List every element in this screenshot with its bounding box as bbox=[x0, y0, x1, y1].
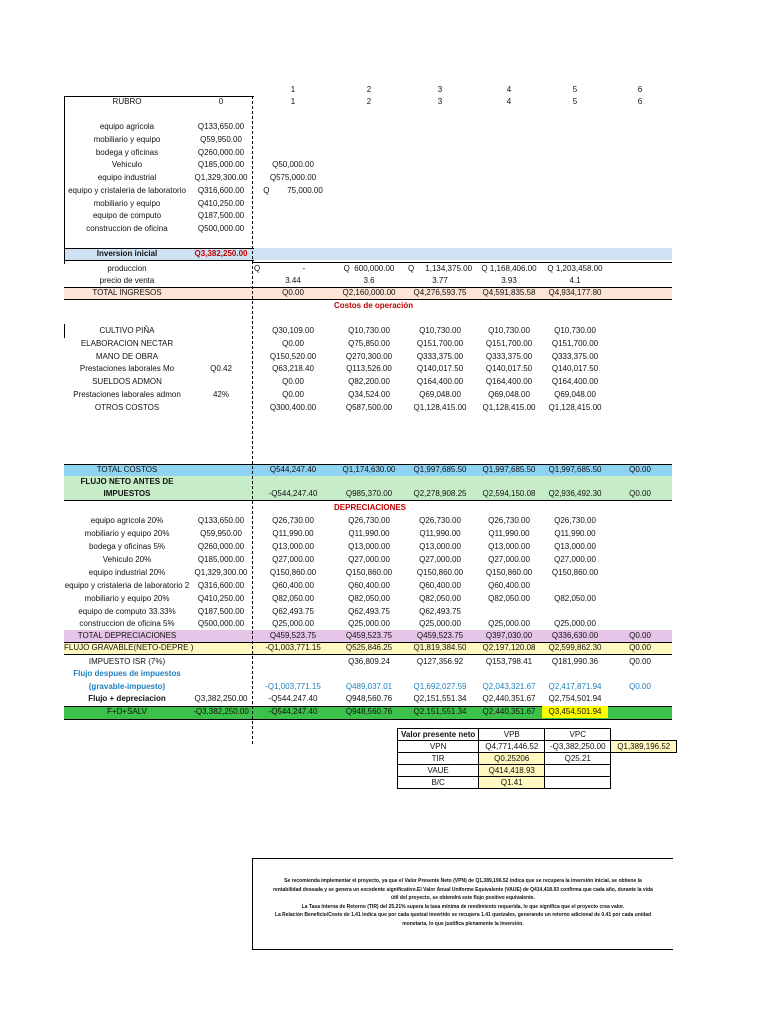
cell: 4.1 bbox=[569, 276, 581, 285]
cell: -Q3,382,250.00 bbox=[545, 741, 611, 753]
cell: Q948,560.76 bbox=[345, 694, 393, 703]
cell: Q1.41 bbox=[479, 777, 545, 789]
cell bbox=[545, 765, 611, 777]
row-label: TIR bbox=[398, 753, 479, 765]
costos-title-row bbox=[0, 300, 768, 312]
table-row bbox=[0, 172, 768, 184]
cell: Q 600,000.00 bbox=[343, 264, 395, 273]
cell: Q270,300.00 bbox=[345, 352, 393, 361]
table-row bbox=[0, 159, 768, 171]
cell: Q25,000.00 bbox=[348, 619, 390, 628]
table-row bbox=[0, 147, 768, 159]
cell: Q82,050.00 bbox=[554, 594, 596, 603]
top-number: 5 bbox=[572, 85, 578, 94]
cell: -Q544,247.40 bbox=[268, 489, 318, 498]
table-row bbox=[0, 528, 768, 540]
row-label: equipo industrial 20% bbox=[88, 568, 166, 577]
table-row bbox=[0, 376, 768, 388]
cell: Q1,128,415.00 bbox=[413, 403, 467, 412]
cell: Q525,846.25 bbox=[345, 643, 393, 652]
cell: Q575,000.00 bbox=[269, 173, 317, 182]
ratios-header: Valor presente neto bbox=[398, 729, 479, 741]
table-row bbox=[0, 389, 768, 401]
cell: Q60,400.00 bbox=[488, 581, 530, 590]
cell: Q185,000.00 bbox=[197, 555, 245, 564]
cell: Q0.42 bbox=[210, 364, 232, 373]
cell: Q2,417,871.94 bbox=[548, 682, 602, 691]
row-label: TOTAL COSTOS bbox=[96, 465, 158, 474]
cell: -Q1,003,771.15 bbox=[265, 643, 321, 652]
cell: Q36,809.24 bbox=[348, 657, 390, 666]
row-label: IMPUESTOS bbox=[103, 489, 151, 498]
cell: Q2,043,321.67 bbox=[482, 682, 536, 691]
cell: Q82,050.00 bbox=[348, 594, 390, 603]
top-number: 3 bbox=[437, 85, 443, 94]
cell: Q11,990.00 bbox=[348, 529, 390, 538]
cell: Q459,523.75 bbox=[345, 631, 393, 640]
cell: Q185,000.00 bbox=[197, 160, 245, 169]
cell: Q26,730.00 bbox=[554, 516, 596, 525]
note-line: La Tasa Interna de Retorno (TIR) del 25.21% supera la tasa mínima de rendimiento requerida, lo que significa que el proyecto crea valor. bbox=[301, 903, 625, 910]
cell: Q1,174,630.00 bbox=[342, 465, 396, 474]
row-label: F+D+SALV bbox=[107, 707, 147, 716]
row-label: B/C bbox=[398, 777, 479, 789]
cell: Q1,997,685.50 bbox=[482, 465, 536, 474]
cell: Q333,375.00 bbox=[551, 352, 599, 361]
flujo-neto-label-row bbox=[0, 476, 768, 488]
cell: Q4,934,177.80 bbox=[548, 288, 602, 297]
row-label: (gravable-impuesto) bbox=[88, 682, 166, 691]
cell: Q26,730.00 bbox=[488, 516, 530, 525]
cell: Q150,860.00 bbox=[551, 568, 599, 577]
cell: Q164,400.00 bbox=[416, 377, 464, 386]
cell: Q333,375.00 bbox=[485, 352, 533, 361]
note-line: Se recomienda implementar el proyecto, ya que el Valor Presente Neto (VPN) de Q1,389,196.52 indica que se recupera la inversión inicial, se obtiene la bbox=[284, 878, 642, 884]
row-label: mobiliario y equipo bbox=[93, 135, 161, 144]
cell: Q4,771,446.52 bbox=[479, 741, 545, 753]
ratios-empty bbox=[611, 729, 677, 741]
total-ingresos-row bbox=[0, 287, 768, 299]
cell: Q151,700.00 bbox=[485, 339, 533, 348]
cell: Q27,000.00 bbox=[419, 555, 461, 564]
cell: Q3,382,250.00 bbox=[194, 694, 248, 703]
table-row bbox=[0, 210, 768, 222]
fds-row bbox=[0, 706, 768, 718]
gravable-row bbox=[0, 642, 768, 654]
vaue-row bbox=[398, 765, 677, 777]
ratios-header: VPC bbox=[545, 729, 611, 741]
row-label: equipo agricola bbox=[99, 122, 155, 131]
table-row bbox=[0, 351, 768, 363]
table-row bbox=[0, 618, 768, 630]
cell: Q34,524.00 bbox=[348, 390, 390, 399]
cell: Q1,692,027.59 bbox=[413, 682, 467, 691]
row-label: Vehiculo bbox=[111, 160, 143, 169]
cell: Q333,375.00 bbox=[416, 352, 464, 361]
cell: Q60,400.00 bbox=[419, 581, 461, 590]
cell: Q500,000.00 bbox=[197, 619, 245, 628]
depreciaciones-title: DEPRECIACIONES bbox=[334, 503, 407, 512]
costos-title: Costos de operación bbox=[334, 301, 414, 310]
cell: Q0.00 bbox=[282, 377, 304, 386]
cell: Q410,250.00 bbox=[197, 594, 245, 603]
cell: Q1,128,415.00 bbox=[482, 403, 536, 412]
cell: Q69,048.00 bbox=[419, 390, 461, 399]
produccion-row bbox=[0, 263, 768, 275]
row-label: ELABORACION NECTAR bbox=[80, 339, 174, 348]
cell: Q150,860.00 bbox=[485, 568, 533, 577]
cell: Q459,523.75 bbox=[269, 631, 317, 640]
cell: Q150,520.00 bbox=[269, 352, 317, 361]
header-row bbox=[0, 96, 768, 108]
row-label: produccion bbox=[107, 264, 147, 273]
cell: Q1,997,685.50 bbox=[548, 465, 602, 474]
cell: Q25,000.00 bbox=[272, 619, 314, 628]
cell: Q140,017.50 bbox=[416, 364, 464, 373]
cell: Q13,000.00 bbox=[272, 542, 314, 551]
recommendation-note bbox=[252, 858, 673, 950]
cell: Q153,798.41 bbox=[485, 657, 533, 666]
cell: Q11,990.00 bbox=[419, 529, 461, 538]
year-6-header: 6 bbox=[637, 97, 643, 106]
cell: Q - bbox=[254, 264, 306, 273]
table-row bbox=[0, 198, 768, 210]
cell: Q27,000.00 bbox=[272, 555, 314, 564]
top-number: 2 bbox=[366, 85, 372, 94]
ratios-header: VPB bbox=[479, 729, 545, 741]
note-line: monetaria, lo que justifica plenamente la inversión. bbox=[402, 920, 524, 927]
row-label: MANO DE OBRA bbox=[95, 352, 159, 361]
cell: Q13,000.00 bbox=[348, 542, 390, 551]
precio-row bbox=[0, 275, 768, 287]
cell: Q133,650.00 bbox=[197, 516, 245, 525]
year-3-header: 3 bbox=[437, 97, 443, 106]
table-row bbox=[0, 554, 768, 566]
row-label: FLUJO GRAVABLE(NETO-DEPRE ) bbox=[64, 643, 194, 652]
cell: Q2,594,150.08 bbox=[482, 489, 536, 498]
cell: Q336,630.00 bbox=[551, 631, 599, 640]
cell: Q133,650.00 bbox=[197, 122, 245, 131]
cell: Q 1,134,375.00 bbox=[407, 264, 473, 273]
cell: Q2,599,862.30 bbox=[548, 643, 602, 652]
table-row bbox=[0, 402, 768, 414]
top-number: 1 bbox=[290, 85, 296, 94]
cell: Q11,990.00 bbox=[554, 529, 596, 538]
cell: Q13,000.00 bbox=[554, 542, 596, 551]
row-label: VAUE bbox=[398, 765, 479, 777]
cell: Q82,050.00 bbox=[419, 594, 461, 603]
total-depreciaciones-row bbox=[0, 630, 768, 642]
table-row bbox=[0, 515, 768, 527]
inversion-bottom-line bbox=[64, 260, 254, 261]
cell: Q260,000.00 bbox=[197, 542, 245, 551]
row-label: Flujo despues de impuestos bbox=[73, 669, 181, 678]
ratios-empty bbox=[611, 753, 677, 765]
table-row bbox=[0, 580, 768, 592]
top-number-row bbox=[0, 84, 768, 96]
cell: Q75,850.00 bbox=[348, 339, 390, 348]
cell: Q69,048.00 bbox=[488, 390, 530, 399]
cell: Q26,730.00 bbox=[419, 516, 461, 525]
cell: Q0.00 bbox=[629, 682, 651, 691]
row-label: mobiliario y equipo bbox=[93, 199, 161, 208]
depreciaciones-title-row bbox=[0, 502, 768, 514]
cell: -Q544,247.40 bbox=[268, 707, 318, 716]
table-row bbox=[0, 541, 768, 553]
cell: Q181,990.36 bbox=[551, 657, 599, 666]
cell: Q187,500.00 bbox=[197, 211, 245, 220]
table-row bbox=[0, 223, 768, 235]
year-4-header: 4 bbox=[506, 97, 512, 106]
cell: Q587,500.00 bbox=[345, 403, 393, 412]
row-label: equipo de computo bbox=[92, 211, 162, 220]
table-row bbox=[0, 363, 768, 375]
table-row bbox=[0, 593, 768, 605]
cell: Q11,990.00 bbox=[272, 529, 314, 538]
cell: Q82,200.00 bbox=[348, 377, 390, 386]
cell: Q2,440,351.67 bbox=[482, 694, 536, 703]
cell: Q10,730.00 bbox=[488, 326, 530, 335]
cell: Q10,730.00 bbox=[419, 326, 461, 335]
cell: Q0.00 bbox=[629, 643, 651, 652]
row-label: SUELDOS ADMON bbox=[92, 377, 162, 386]
row-label: OTROS COSTOS bbox=[94, 403, 160, 412]
cell: Q11,990.00 bbox=[488, 529, 530, 538]
cell: Q3,454,501.94 bbox=[542, 706, 608, 718]
ratios-header-row bbox=[398, 729, 677, 741]
row-label: equipo y cristaleria de laboratorio 2 bbox=[64, 581, 190, 590]
cell: Q1,128,415.00 bbox=[548, 403, 602, 412]
cell: Q150,860.00 bbox=[345, 568, 393, 577]
cell: Q260,000.00 bbox=[197, 148, 245, 157]
note-line: La Relación Beneficio/Costo de 1.41 indica que por cada quetzal invertido se recupera 1.41 quetzales, generando un retorno adicional de 0.41 por cada unidad bbox=[274, 912, 652, 918]
cell: Q500,000.00 bbox=[197, 224, 245, 233]
cell: 3.6 bbox=[363, 276, 375, 285]
row-label: IMPUESTO ISR (7%) bbox=[88, 657, 166, 666]
cell: Q13,000.00 bbox=[419, 542, 461, 551]
gravable-bottom bbox=[64, 654, 672, 655]
cell: Q150,860.00 bbox=[269, 568, 317, 577]
cell: Q2,754,501.94 bbox=[548, 694, 602, 703]
cell: Q316,600.00 bbox=[197, 581, 245, 590]
row-label: Flujo + depreciacion bbox=[88, 694, 166, 703]
row-label: bodega y oficinas bbox=[95, 148, 159, 157]
year-5-header: 5 bbox=[572, 97, 578, 106]
inversion-total-value: Q3,382,250.00 bbox=[194, 249, 248, 258]
cell: Q2,151,551.34 bbox=[413, 707, 467, 716]
top-number: 4 bbox=[506, 85, 512, 94]
cell: Q985,370.00 bbox=[345, 489, 393, 498]
row-label: CULTIVO PIÑA bbox=[99, 326, 155, 335]
cell: Q0.00 bbox=[629, 631, 651, 640]
table-row bbox=[0, 185, 768, 197]
impuesto-row bbox=[0, 656, 768, 668]
cell: Q 1,168,406.00 bbox=[481, 264, 537, 273]
row-label: Vehiculo 20% bbox=[102, 555, 152, 564]
row-label: construccion de oficina bbox=[86, 224, 168, 233]
row-label: TOTAL DEPRECIACIONES bbox=[77, 631, 177, 640]
cell: Q544,247.40 bbox=[269, 465, 317, 474]
tir-row bbox=[398, 753, 677, 765]
cell bbox=[545, 777, 611, 789]
cell: Q164,400.00 bbox=[551, 377, 599, 386]
cell: 42% bbox=[212, 390, 229, 399]
cell: -Q544,247.40 bbox=[268, 694, 318, 703]
cell: Q300,400.00 bbox=[269, 403, 317, 412]
cell: Q30,109.00 bbox=[272, 326, 314, 335]
cell: Q414,418.93 bbox=[479, 765, 545, 777]
cell: Q151,700.00 bbox=[416, 339, 464, 348]
table-row bbox=[0, 134, 768, 146]
rubro-header: RUBRO bbox=[112, 97, 142, 106]
row-label: mobiliario y equipo 20% bbox=[84, 594, 170, 603]
cell: Q4,591,835.58 bbox=[482, 288, 536, 297]
year-1-header: 1 bbox=[290, 97, 296, 106]
table-row bbox=[0, 606, 768, 618]
cell: Q1,329,300.00 bbox=[194, 173, 248, 182]
vpn-result: Q1,389,196.52 bbox=[611, 741, 677, 753]
ratios-table bbox=[397, 728, 677, 789]
row-label: FLUJO NETO ANTES DE bbox=[80, 477, 174, 486]
cell: Q82,050.00 bbox=[272, 594, 314, 603]
cell: Q13,000.00 bbox=[488, 542, 530, 551]
cell: Q59,950.00 bbox=[200, 529, 242, 538]
cell: Q60,400.00 bbox=[348, 581, 390, 590]
cell: Q50,000.00 bbox=[272, 160, 314, 169]
table-row bbox=[0, 325, 768, 337]
despues-row bbox=[0, 681, 768, 693]
flujo-dep-row bbox=[0, 693, 768, 705]
cell: Q10,730.00 bbox=[348, 326, 390, 335]
row-label: precio de venta bbox=[99, 276, 155, 285]
cell: Q1,997,685.50 bbox=[413, 465, 467, 474]
row-label: mobiliario y equipo 20% bbox=[84, 529, 170, 538]
ratios-empty bbox=[611, 765, 677, 777]
cell: Q59,950.00 bbox=[200, 135, 242, 144]
cell: Q0.00 bbox=[282, 339, 304, 348]
cell: Q25,000.00 bbox=[488, 619, 530, 628]
cell: Q2,278,908.25 bbox=[413, 489, 467, 498]
cell: Q 1,203,458.00 bbox=[547, 264, 603, 273]
total-costos-row bbox=[0, 464, 768, 476]
fds-bottom bbox=[64, 719, 672, 720]
row-label: equipo industrial bbox=[97, 173, 157, 182]
despues-label-row bbox=[0, 668, 768, 680]
row-label: equipo de computo 33.33% bbox=[78, 607, 176, 616]
cell: Q459,523.75 bbox=[416, 631, 464, 640]
inversion-total-label: Inversion inicial bbox=[96, 249, 158, 258]
note-line: útil del proyecto, se obtendrá este flujo positivo equivalente. bbox=[391, 895, 535, 901]
cell: Q489,037.01 bbox=[345, 682, 393, 691]
cell: Q2,151,551.34 bbox=[413, 694, 467, 703]
cell: 3.44 bbox=[285, 276, 301, 285]
cell: Q2,160,000.00 bbox=[342, 288, 396, 297]
cell: 3.93 bbox=[501, 276, 517, 285]
flujo-neto-bottom bbox=[64, 500, 672, 501]
cell: Q25,000.00 bbox=[419, 619, 461, 628]
cell: Q316,600.00 bbox=[197, 186, 245, 195]
inversion-total-row bbox=[0, 248, 768, 260]
year-2-header: 2 bbox=[366, 97, 372, 106]
cell: Q2,936,492.30 bbox=[548, 489, 602, 498]
cell: Q140,017.50 bbox=[485, 364, 533, 373]
cell: Q 75,000.00 bbox=[263, 186, 323, 195]
cell: Q1,329,300.00 bbox=[194, 568, 248, 577]
cell: Q62,493.75 bbox=[348, 607, 390, 616]
cell: Q27,000.00 bbox=[488, 555, 530, 564]
cell: Q26,730.00 bbox=[348, 516, 390, 525]
cell: Q410,250.00 bbox=[197, 199, 245, 208]
table-row bbox=[0, 567, 768, 579]
cell: Q1,819,384.50 bbox=[413, 643, 467, 652]
cell: Q150,860.00 bbox=[416, 568, 464, 577]
bc-row bbox=[398, 777, 677, 789]
cell: Q0.00 bbox=[282, 390, 304, 399]
cell: Q0.00 bbox=[629, 489, 651, 498]
flujo-neto-row bbox=[0, 488, 768, 500]
cell: Q140,017.50 bbox=[551, 364, 599, 373]
row-label: bodega y oficinas 5% bbox=[88, 542, 166, 551]
row-label: VPN bbox=[398, 741, 479, 753]
cell: Q0.00 bbox=[282, 288, 304, 297]
cell: -Q3,382,250.00 bbox=[193, 707, 249, 716]
row-label: Prestaciones laborales Mo bbox=[79, 364, 175, 373]
cell: Q187,500.00 bbox=[197, 607, 245, 616]
cell: Q113,526.00 bbox=[346, 364, 392, 373]
row-label: Prestaciones laborales admon bbox=[73, 390, 181, 399]
cell: Q0.00 bbox=[629, 465, 651, 474]
cell: -Q1,003,771.15 bbox=[265, 682, 321, 691]
top-number: 6 bbox=[637, 85, 643, 94]
cell: Q0.00 bbox=[629, 657, 651, 666]
note-line: rentabilidad deseada y se genera un excedente significativo.El Valor Anual Uniforme Equivalente (VAUE) de Q414,418.93 confirma que cada año, durante la vida bbox=[273, 886, 653, 893]
vpn-row bbox=[398, 741, 677, 753]
cell: Q62,493.75 bbox=[419, 607, 461, 616]
cell: Q69,048.00 bbox=[554, 390, 596, 399]
row-label: construccion de oficina 5% bbox=[79, 619, 175, 628]
cell: Q62,493.75 bbox=[272, 607, 314, 616]
cell: Q60,400.00 bbox=[272, 581, 314, 590]
cell: Q164,400.00 bbox=[485, 377, 533, 386]
cell: Q82,050.00 bbox=[488, 594, 530, 603]
cell: Q397,030.00 bbox=[485, 631, 533, 640]
cell: Q127,356.92 bbox=[416, 657, 464, 666]
cell: Q948,560.76 bbox=[345, 707, 393, 716]
cell: Q151,700.00 bbox=[551, 339, 599, 348]
row-label: TOTAL INGRESOS bbox=[92, 288, 162, 297]
ratios-empty bbox=[611, 777, 677, 789]
cell: Q25.21 bbox=[545, 753, 611, 765]
cell: Q25,000.00 bbox=[554, 619, 596, 628]
row-label: equipo y cristaleria de laboratorio bbox=[68, 186, 186, 195]
cell: 3.77 bbox=[432, 276, 448, 285]
cell: Q27,000.00 bbox=[348, 555, 390, 564]
table-row bbox=[0, 338, 768, 350]
cell: Q26,730.00 bbox=[272, 516, 314, 525]
cell: Q10,730.00 bbox=[554, 326, 596, 335]
cell: Q4,276,593.75 bbox=[413, 288, 467, 297]
cell: Q63,218.40 bbox=[272, 364, 314, 373]
cell: Q2,197,120.08 bbox=[482, 643, 536, 652]
table-row bbox=[0, 121, 768, 133]
cell: Q27,000.00 bbox=[554, 555, 596, 564]
cell: Q2,440,351.67 bbox=[482, 707, 536, 716]
row-label: equipo agricola 20% bbox=[90, 516, 164, 525]
cell: Q0.25206 bbox=[479, 753, 545, 765]
year-0-header: 0 bbox=[218, 97, 224, 106]
